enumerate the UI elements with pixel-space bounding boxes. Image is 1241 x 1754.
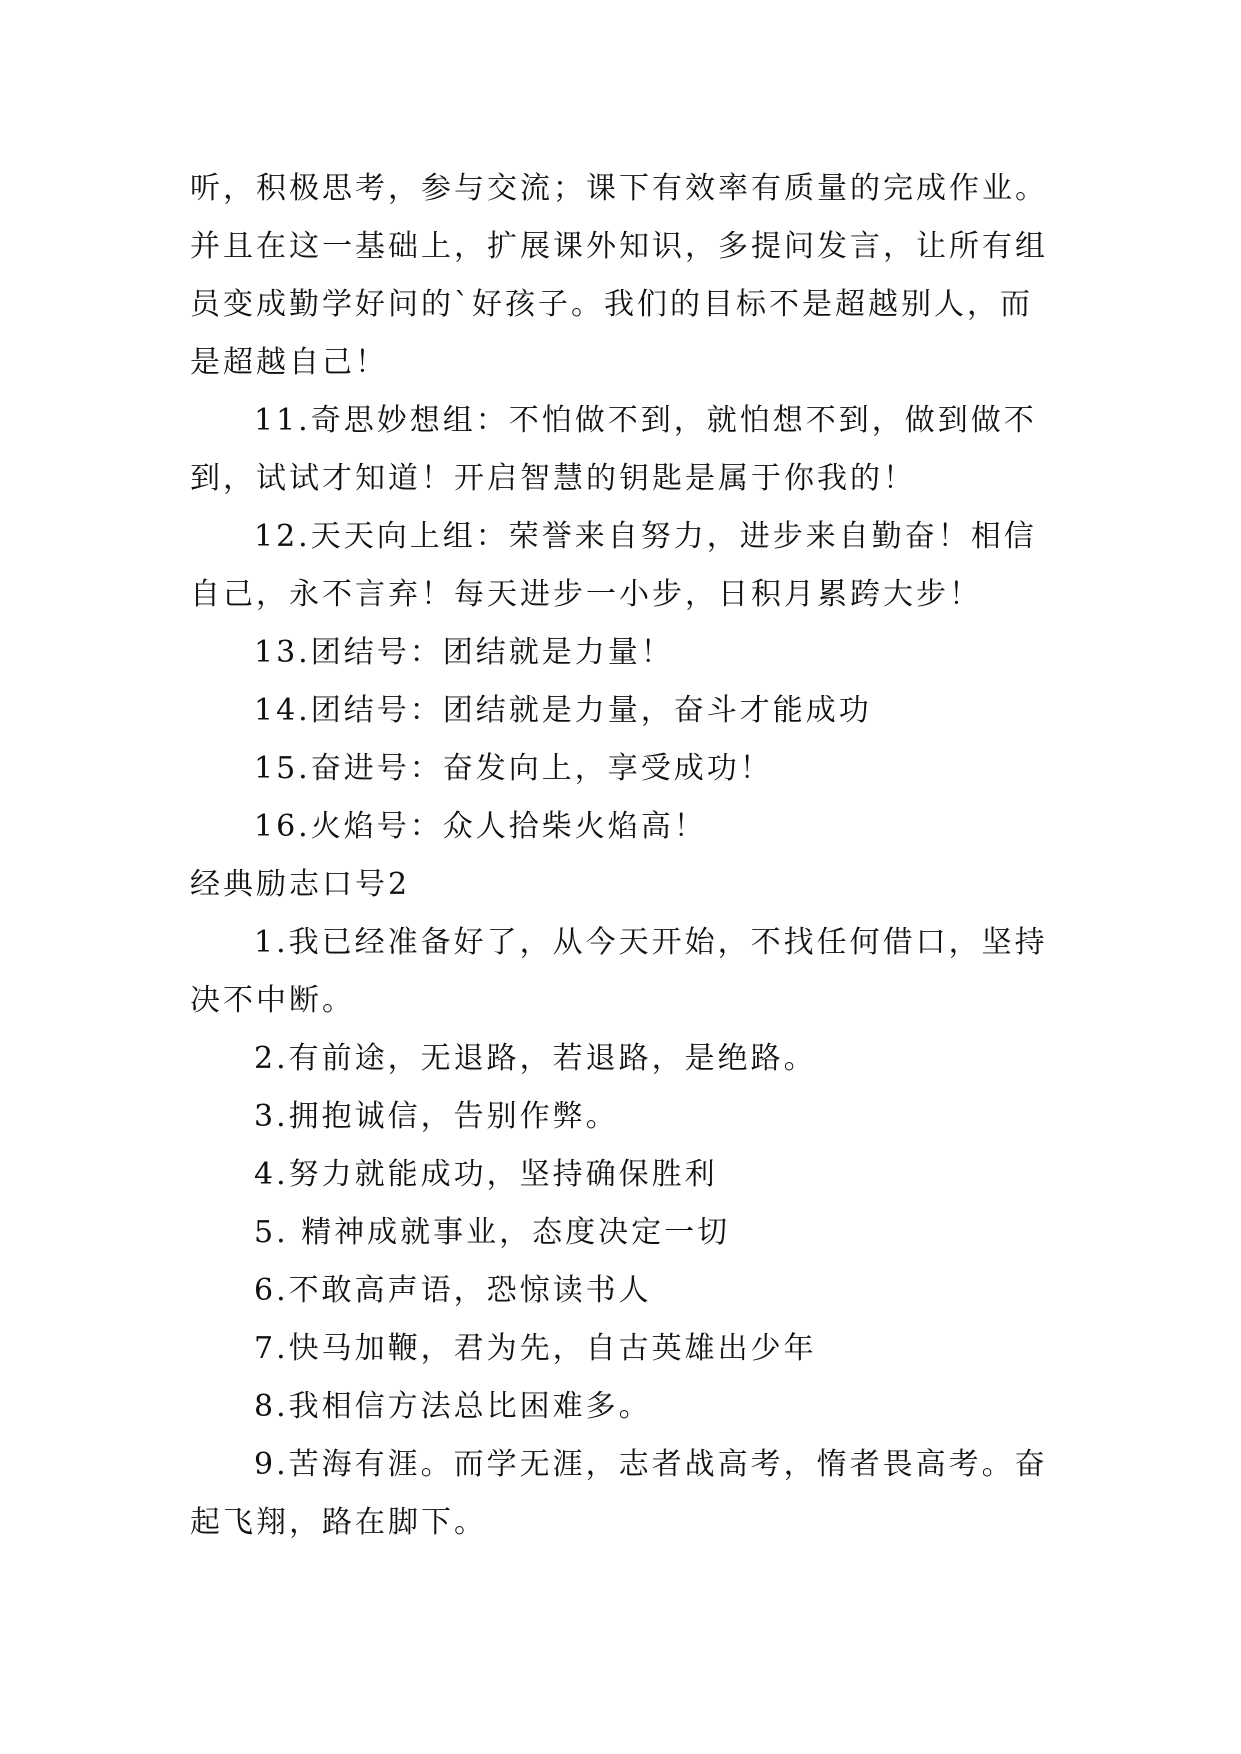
list-item-5: 5. 精神成就事业，态度决定一切 — [254, 1215, 731, 1250]
list-item-3: 3.拥抱诚信，告别作弊。 — [254, 1099, 619, 1134]
list-item-12: 12.天天向上组：荣誉来自努力，进步来自勤奋！相信 — [254, 519, 1037, 554]
list-item-6: 6.不敢高声语，恐惊读书人 — [254, 1273, 652, 1308]
list-item-13: 13.团结号：团结就是力量！ — [254, 635, 674, 670]
section-heading: 经典励志口号2 — [190, 867, 411, 902]
list-item-14: 14.团结号：团结就是力量，奋斗才能成功 — [254, 693, 872, 728]
list-item-11: 11.奇思妙想组：不怕做不到，就怕想不到，做到做不 — [254, 403, 1037, 438]
paragraph-line: 员变成勤学好问的`好孩子。我们的目标不是超越别人，而 — [190, 287, 1033, 322]
paragraph-line: 决不中断。 — [190, 983, 355, 1018]
list-item-9: 9.苦海有涯。而学无涯，志者战高考，惰者畏高考。奋 — [254, 1447, 1048, 1482]
paragraph-line: 并且在这一基础上，扩展课外知识，多提问发言，让所有组 — [190, 229, 1048, 264]
list-item-15: 15.奋进号：奋发向上，享受成功！ — [254, 751, 773, 786]
document-body — [190, 160, 1070, 1552]
list-item-16: 16.火焰号：众人拾柴火焰高！ — [254, 809, 707, 844]
paragraph-line: 听，积极思考，参与交流；课下有效率有质量的完成作业。 — [190, 171, 1048, 206]
list-item-8: 8.我相信方法总比困难多。 — [254, 1389, 652, 1424]
paragraph-line: 到，试试才知道！开启智慧的钥匙是属于你我的！ — [190, 461, 916, 496]
paragraph-line: 是超越自己！ — [190, 345, 388, 380]
list-item-7: 7.快马加鞭，君为先，自古英雄出少年 — [254, 1331, 817, 1366]
list-item-1: 1.我已经准备好了，从今天开始，不找任何借口，坚持 — [254, 925, 1048, 960]
list-item-2: 2.有前途，无退路，若退路，是绝路。 — [254, 1041, 817, 1076]
paragraph-line: 自己，永不言弃！每天进步一小步，日积月累跨大步！ — [190, 577, 982, 612]
paragraph-line: 起飞翔，路在脚下。 — [190, 1505, 487, 1540]
list-item-4: 4.努力就能成功，坚持确保胜利 — [254, 1157, 718, 1192]
